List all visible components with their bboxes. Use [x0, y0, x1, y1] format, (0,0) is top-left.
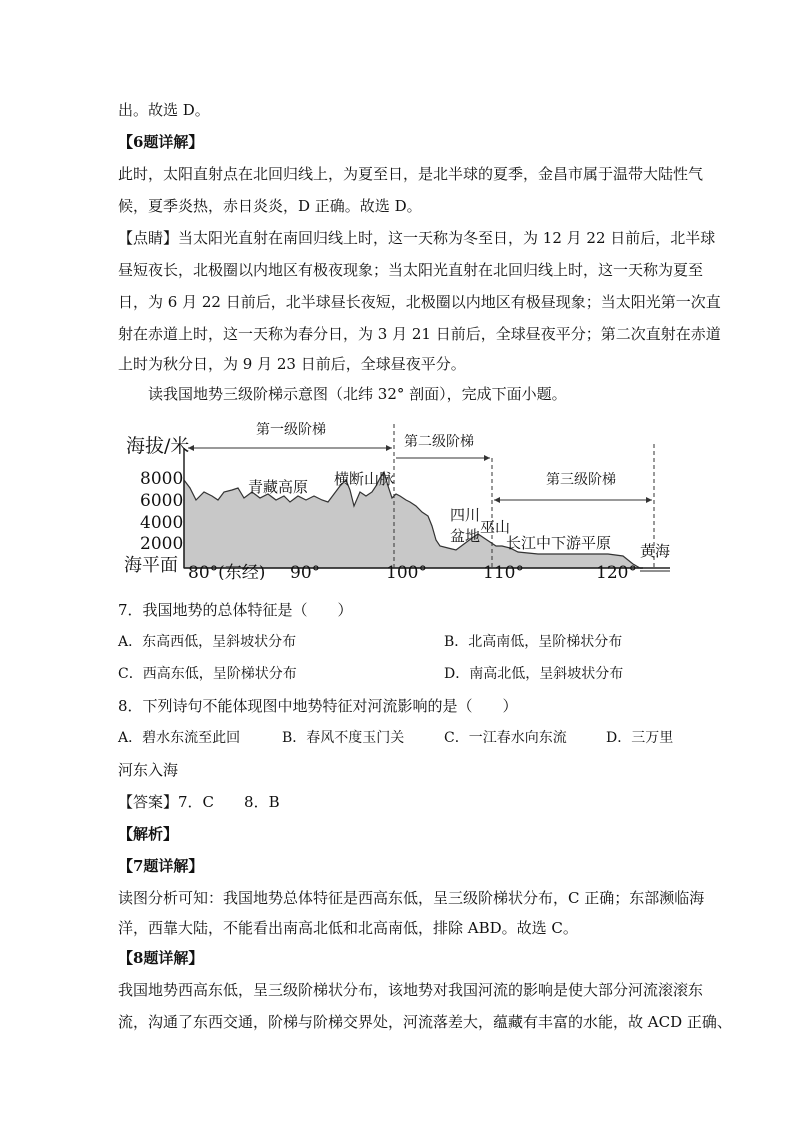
option-8b: B．春风不度玉门关: [282, 730, 405, 746]
step2-arrowhead: [484, 455, 490, 461]
x-tick-label: 120°: [596, 563, 637, 580]
option-8c: C．一江春水向东流: [444, 730, 567, 746]
option-7a: A．东高西低，呈斜坡状分布: [118, 634, 297, 650]
question-7: 7．我国地势的总体特征是（ ）: [118, 601, 353, 619]
region-label: 巫山: [480, 518, 511, 536]
text-line: 日，为 6 月 22 日前后，北半球昼长夜短，北极圈以内地区有极昼现象；当太阳光第一次直: [118, 293, 721, 311]
step-label: 第二级阶梯: [404, 434, 474, 450]
text-line: 此时，太阳直射点在北回归线上，为夏至日，是北半球的夏季，金昌市属于温带大陆性气: [118, 165, 704, 183]
option-7c: C．西高东低，呈阶梯状分布: [118, 666, 297, 682]
question-8: 8．下列诗句不能体现图中地势特征对河流影响的是（ ）: [118, 697, 518, 715]
text-line: 【点睛】当太阳光直射在南回归线上时，这一天称为冬至日，为 12 月 22 日前后，北半球: [118, 229, 716, 247]
text-line: 读图分析可知：我国地势总体特征是西高东低，呈三级阶梯状分布，C 正确；东部濒临海: [118, 889, 705, 907]
option-8a: A．碧水东流至此回: [118, 730, 241, 746]
x-tick-label: 100°: [386, 563, 427, 580]
region-label: 盆地: [450, 527, 481, 545]
answer-line: 【答案】7．C 8．B: [118, 793, 280, 811]
region-label: 青藏高原: [248, 478, 309, 496]
step-label: 第三级阶梯: [546, 472, 616, 488]
region-label: 黄海: [640, 542, 671, 560]
terrain-profile-diagram: [118, 408, 678, 580]
text-line: 我国地势西高东低，呈三级阶梯状分布，该地势对我国河流的影响是使大部分河流滚滚东: [118, 981, 704, 999]
question-intro: 读我国地势三级阶梯示意图（北纬 32° 剖面），完成下面小题。: [148, 385, 567, 403]
y-axis-title: 海拔/米: [126, 435, 190, 457]
text-line: 昼短夜长，北极圈以内地区有极夜现象；当太阳光直射在北回归线上时，这一天称为夏至: [118, 261, 704, 279]
y-tick-label: 海平面: [124, 555, 178, 576]
text-line: 出。故选 D。: [118, 101, 210, 119]
section-heading: 【8题详解】: [118, 949, 204, 967]
section-heading: 【解析】: [118, 825, 179, 843]
section-heading: 【7题详解】: [118, 857, 204, 875]
text-line: 候，夏季炎热，赤日炎炎，D 正确。故选 D。: [118, 197, 422, 215]
step-label: 第一级阶梯: [256, 422, 326, 438]
region-label: 长江中下游平原: [506, 534, 612, 552]
option-7d: D．南高北低，呈斜坡状分布: [444, 666, 624, 682]
option-7b: B．北高南低，呈阶梯状分布: [444, 634, 623, 650]
x-tick-label: 90°: [290, 563, 321, 580]
text-line: 流，沟通了东西交通，阶梯与阶梯交界处，河流落差大，蕴藏有丰富的水能，故 ACD 正确、: [118, 1013, 732, 1031]
y-tick-label: 2000: [140, 534, 184, 554]
y-tick-label: 6000: [140, 491, 184, 511]
option-8d-continued: 河东入海: [118, 761, 179, 779]
y-tick-label: 4000: [140, 513, 184, 533]
x-tick-label: 80°(东经): [188, 563, 266, 580]
text-line: 上时为秋分日，为 9 月 23 日前后，全球昼夜平分。: [118, 355, 466, 373]
section-heading: 【6题详解】: [118, 133, 204, 151]
y-tick-label: 8000: [140, 469, 184, 489]
text-line: 洋，西靠大陆，不能看出南高北低和北高南低，排除 ABD。故选 C。: [118, 919, 578, 937]
x-tick-label: 110°: [483, 563, 524, 580]
region-label: 四川: [450, 506, 481, 524]
region-label: 横断山脉: [334, 470, 395, 488]
option-8d: D．三万里: [606, 730, 674, 746]
text-line: 射在赤道上时，这一天称为春分日，为 3 月 21 日前后，全球昼夜平分；第二次直射在赤道: [118, 325, 721, 343]
